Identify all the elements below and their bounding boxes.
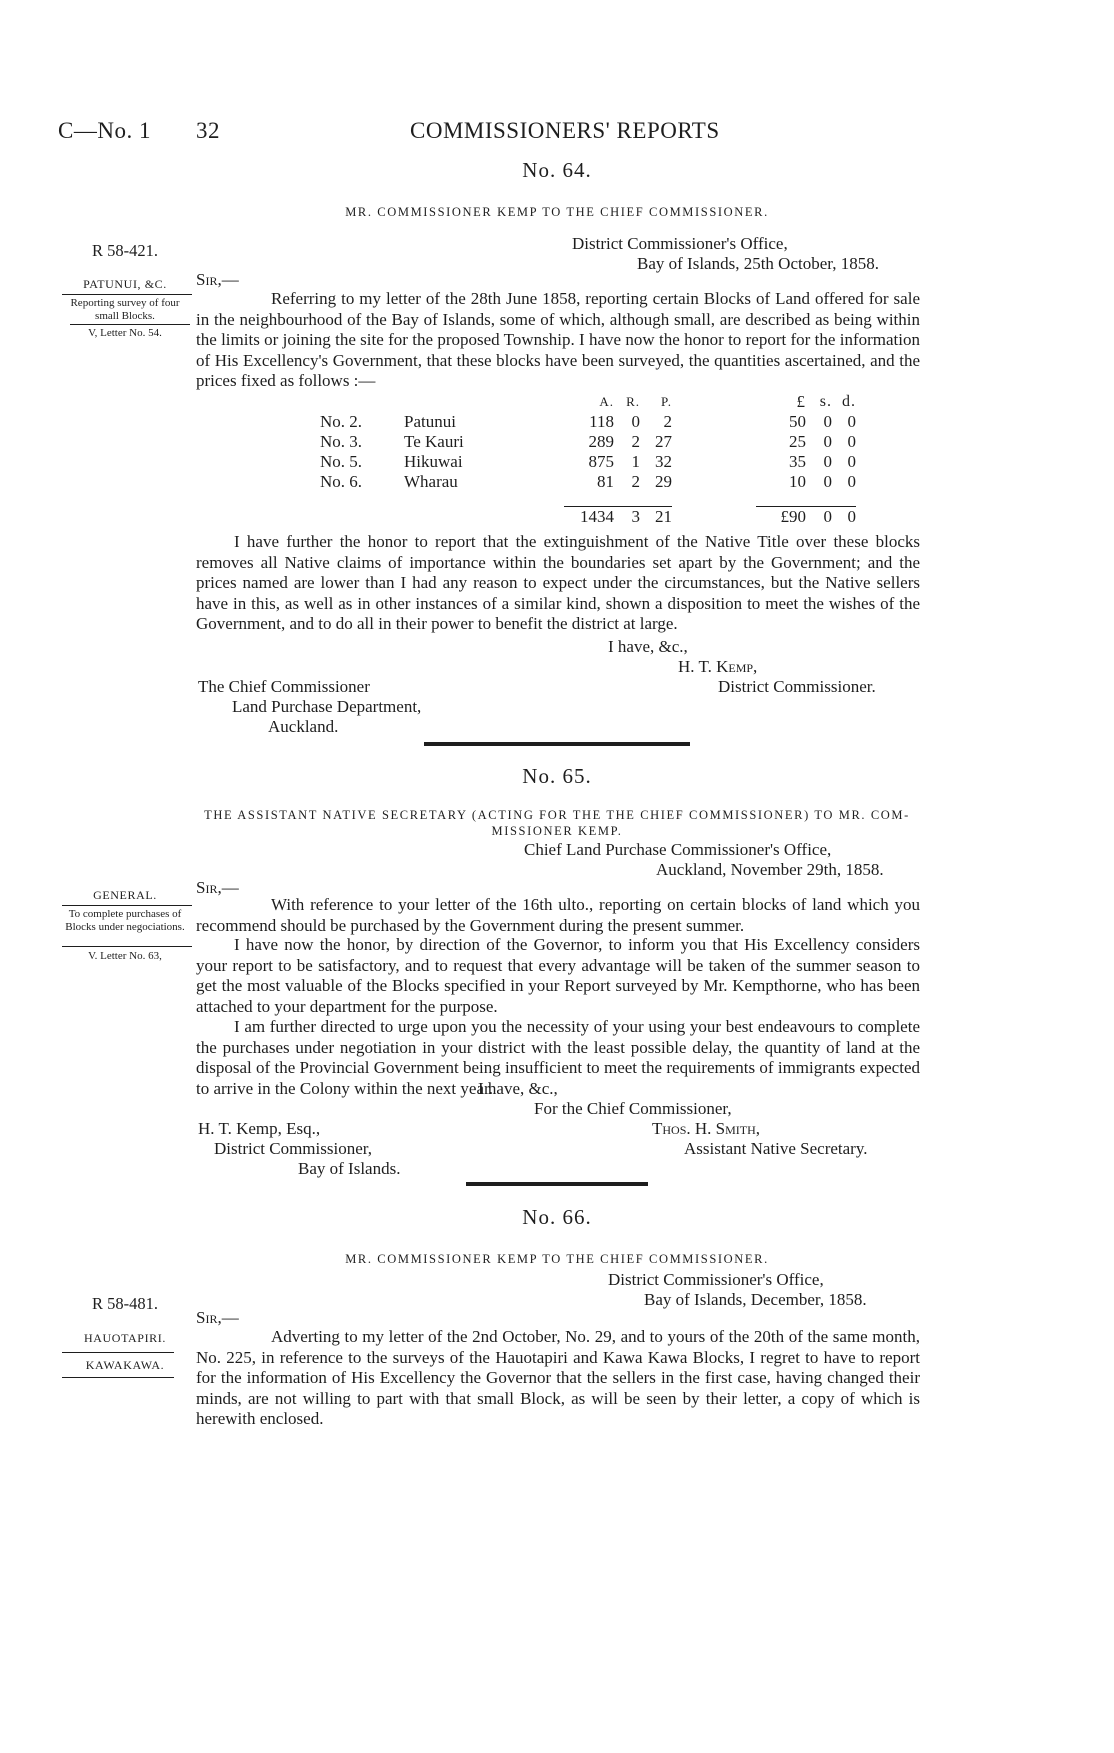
blocks-table — [320, 392, 856, 527]
letter-65-recipient-3: Bay of Islands. — [298, 1159, 401, 1178]
letter-64-reference: R 58-421. — [92, 241, 158, 260]
block-pence: 0 — [847, 472, 856, 491]
block-name: Te Kauri — [404, 432, 464, 451]
block-name: Hikuwai — [404, 452, 463, 471]
block-number: No. 6. — [320, 472, 363, 491]
total-acres: 1434 — [564, 507, 614, 528]
letter-65-margin-title: GENERAL. — [93, 888, 157, 902]
margin-rule — [62, 1377, 174, 1378]
letter-64-salutation: Sir,— — [196, 270, 239, 289]
table-row — [320, 472, 856, 492]
block-pounds: 25 — [789, 432, 806, 451]
header-acres: A. — [599, 394, 614, 409]
header-perches: P. — [660, 394, 672, 409]
block-perches: 27 — [655, 432, 672, 451]
block-shillings: 0 — [823, 472, 832, 491]
letter-64-heading: MR. COMMISSIONER KEMP TO THE CHIEF COMMISSIONER. — [345, 205, 769, 219]
table-row — [320, 412, 856, 432]
block-name: Patunui — [404, 412, 456, 431]
margin-rule — [70, 324, 190, 325]
header-shillings: s. — [819, 393, 832, 410]
margin-rule — [62, 905, 192, 906]
margin-rule — [62, 946, 192, 947]
letter-64-paragraph-2: I have further the honor to report that the extinguishment of the Native Title over these blocks removes all Native claims of importance within the boundaries set apart by the Government; and the prices named are lower than I had any reason to expect under the circumstances, but the Native sellers have in this, as well as in other instances of a similar kind, shown a disposition to meet the wishes of the Government, and to do all in their power to benefit the district at large. — [196, 532, 920, 633]
letter-64-signatory-title: District Commissioner. — [718, 677, 876, 696]
running-title: COMMISSIONERS' REPORTS — [410, 118, 720, 143]
block-roods: 2 — [631, 472, 640, 491]
letter-64-number: No. 64. — [522, 158, 592, 182]
letter-65-salutation: Sir,— — [196, 878, 239, 897]
letter-66-reference: R 58-481. — [92, 1294, 158, 1313]
section-separator — [424, 742, 690, 746]
page-number: 32 — [196, 118, 220, 143]
letter-65-margin-note: To complete purchases of Blocks under negociations. — [65, 908, 185, 933]
letter-65-signatory-title: Assistant Native Secretary. — [684, 1139, 868, 1158]
letter-64-address-2: Bay of Islands, 25th October, 1858. — [637, 254, 880, 273]
block-number: No. 5. — [320, 452, 363, 471]
total-perches: 21 — [640, 507, 672, 528]
letter-64-margin-note: Reporting survey of four small Blocks. — [70, 297, 180, 322]
letter-64-address-1: District Commissioner's Office, — [572, 234, 788, 253]
letter-64-margin-letter: V, Letter No. 54. — [88, 327, 162, 339]
block-shillings: 0 — [823, 412, 832, 431]
block-pence: 0 — [847, 412, 856, 431]
letter-65-paragraph-1: With reference to your letter of the 16th ulto., reporting on certain blocks of land which you recommend should be purchased by the Government during the present summer. — [196, 895, 920, 935]
letter-65-heading-1: THE ASSISTANT NATIVE SECRETARY (ACTING FOR THE THE CHIEF COMMISSIONER) TO MR. COM- — [204, 808, 910, 822]
block-acres: 118 — [589, 412, 614, 431]
header-roods: R. — [626, 394, 640, 409]
header-pounds: £ — [796, 392, 806, 411]
letter-65-margin-letter: V. Letter No. 63, — [88, 950, 162, 962]
block-acres: 81 — [597, 472, 614, 491]
total-shillings: 0 — [806, 507, 832, 528]
total-roods: 3 — [614, 507, 640, 528]
total-pounds: £90 — [756, 507, 806, 528]
letter-64-recipient-3: Auckland. — [268, 717, 339, 736]
letter-65-heading-2: MISSIONER KEMP. — [491, 824, 623, 838]
table-row — [320, 432, 856, 452]
letter-65-for-line: For the Chief Commissioner, — [534, 1099, 732, 1118]
block-name: Wharau — [404, 472, 458, 491]
block-perches: 32 — [655, 452, 672, 471]
total-pence: 0 — [832, 507, 856, 528]
block-roods: 2 — [631, 432, 640, 451]
block-pounds: 50 — [789, 412, 806, 431]
letter-64-signature: H. T. Kemp, — [678, 657, 758, 676]
letter-64-margin-title: PATUNUI, &C. — [83, 277, 167, 291]
letter-65-address-2: Auckland, November 29th, 1858. — [656, 860, 884, 879]
block-acres: 875 — [588, 452, 614, 471]
letter-66-address-1: District Commissioner's Office, — [608, 1270, 824, 1289]
letter-64-paragraph-1: Referring to my letter of the 28th June 1858, reporting certain Blocks of Land offered for sale in the neighbourhood of the Bay of Islands, some of which, although small, are described as being within the limits or joining the site for the proposed Township. I have now the honor to report for the information of His Excellency's Government, that these blocks have been surveyed, the quantities ascertained, and the prices fixed as follows :— — [196, 289, 920, 390]
block-perches: 2 — [663, 412, 672, 431]
letter-66-heading: MR. COMMISSIONER KEMP TO THE CHIEF COMMISSIONER. — [345, 1252, 769, 1266]
letter-66-margin-title-1: HAUOTAPIRI. — [84, 1331, 166, 1345]
block-number: No. 3. — [320, 432, 363, 451]
letter-66-address-2: Bay of Islands, December, 1858. — [644, 1290, 867, 1309]
margin-rule — [62, 1352, 174, 1353]
block-shillings: 0 — [823, 432, 832, 451]
letter-64-recipient-1: The Chief Commissioner — [198, 677, 370, 696]
block-perches: 29 — [655, 472, 672, 491]
block-roods: 1 — [631, 452, 640, 471]
letter-65-recipient-2: District Commissioner, — [214, 1139, 372, 1158]
block-shillings: 0 — [823, 452, 832, 471]
block-roods: 0 — [631, 412, 640, 431]
letter-65-signature: Thos. H. Smith, — [652, 1119, 761, 1138]
margin-rule — [62, 294, 192, 295]
section-separator — [466, 1182, 648, 1186]
block-pence: 0 — [847, 432, 856, 451]
letter-65-recipient-1: H. T. Kemp, Esq., — [198, 1119, 321, 1138]
block-pounds: 35 — [789, 452, 806, 471]
blocks-table-header — [320, 392, 856, 412]
series-label: C—No. 1 — [58, 118, 151, 143]
letter-65-paragraph-2: I have now the honor, by direction of the Governor, to inform you that His Excellency considers your report to be satisfactory, and to request that every advantage will be taken of the summer season to get the most valuable of the Blocks specified in your Report surveyed by Mr. Kempthorne, who has been attached to your department for the purpose. — [196, 935, 920, 1016]
letter-65-address-1: Chief Land Purchase Commissioner's Office, — [524, 840, 832, 859]
table-row — [320, 452, 856, 472]
block-number: No. 2. — [320, 412, 363, 431]
letter-65-closing: I have, &c., — [478, 1079, 558, 1098]
header-pence: d. — [842, 393, 856, 410]
block-acres: 289 — [588, 432, 614, 451]
letter-65-number: No. 65. — [522, 764, 592, 788]
table-total-row — [320, 507, 856, 528]
block-pounds: 10 — [789, 472, 806, 491]
letter-64-closing: I have, &c., — [608, 637, 688, 656]
letter-66-salutation: Sir,— — [196, 1308, 239, 1327]
letter-66-margin-title-2: KAWAKAWA. — [85, 1358, 165, 1372]
letter-65-paragraph-3: I am further directed to urge upon you the necessity of your using your best endeavours to complete the purchases under negotiation in your district with the least possible delay, the quantity of land at the disposal of the Provincial Government being insufficient to meet the requirements of immigrants expected to arrive in the Colony within the next year. — [196, 1017, 920, 1098]
letter-66-number: No. 66. — [522, 1205, 592, 1229]
letter-66-paragraph-1: Adverting to my letter of the 2nd October, No. 29, and to yours of the 20th of the same month, No. 225, in reference to the surveys of the Hauotapiri and Kawa Kawa Blocks, I regret to have to report for the information of His Excellency the Governor that the sellers in the first case, having changed their minds, are not willing to part with that small Block, as will be seen by their letter, a copy of which is herewith enclosed. — [196, 1327, 920, 1428]
letter-64-recipient-2: Land Purchase Department, — [232, 697, 422, 716]
block-pence: 0 — [847, 452, 856, 471]
